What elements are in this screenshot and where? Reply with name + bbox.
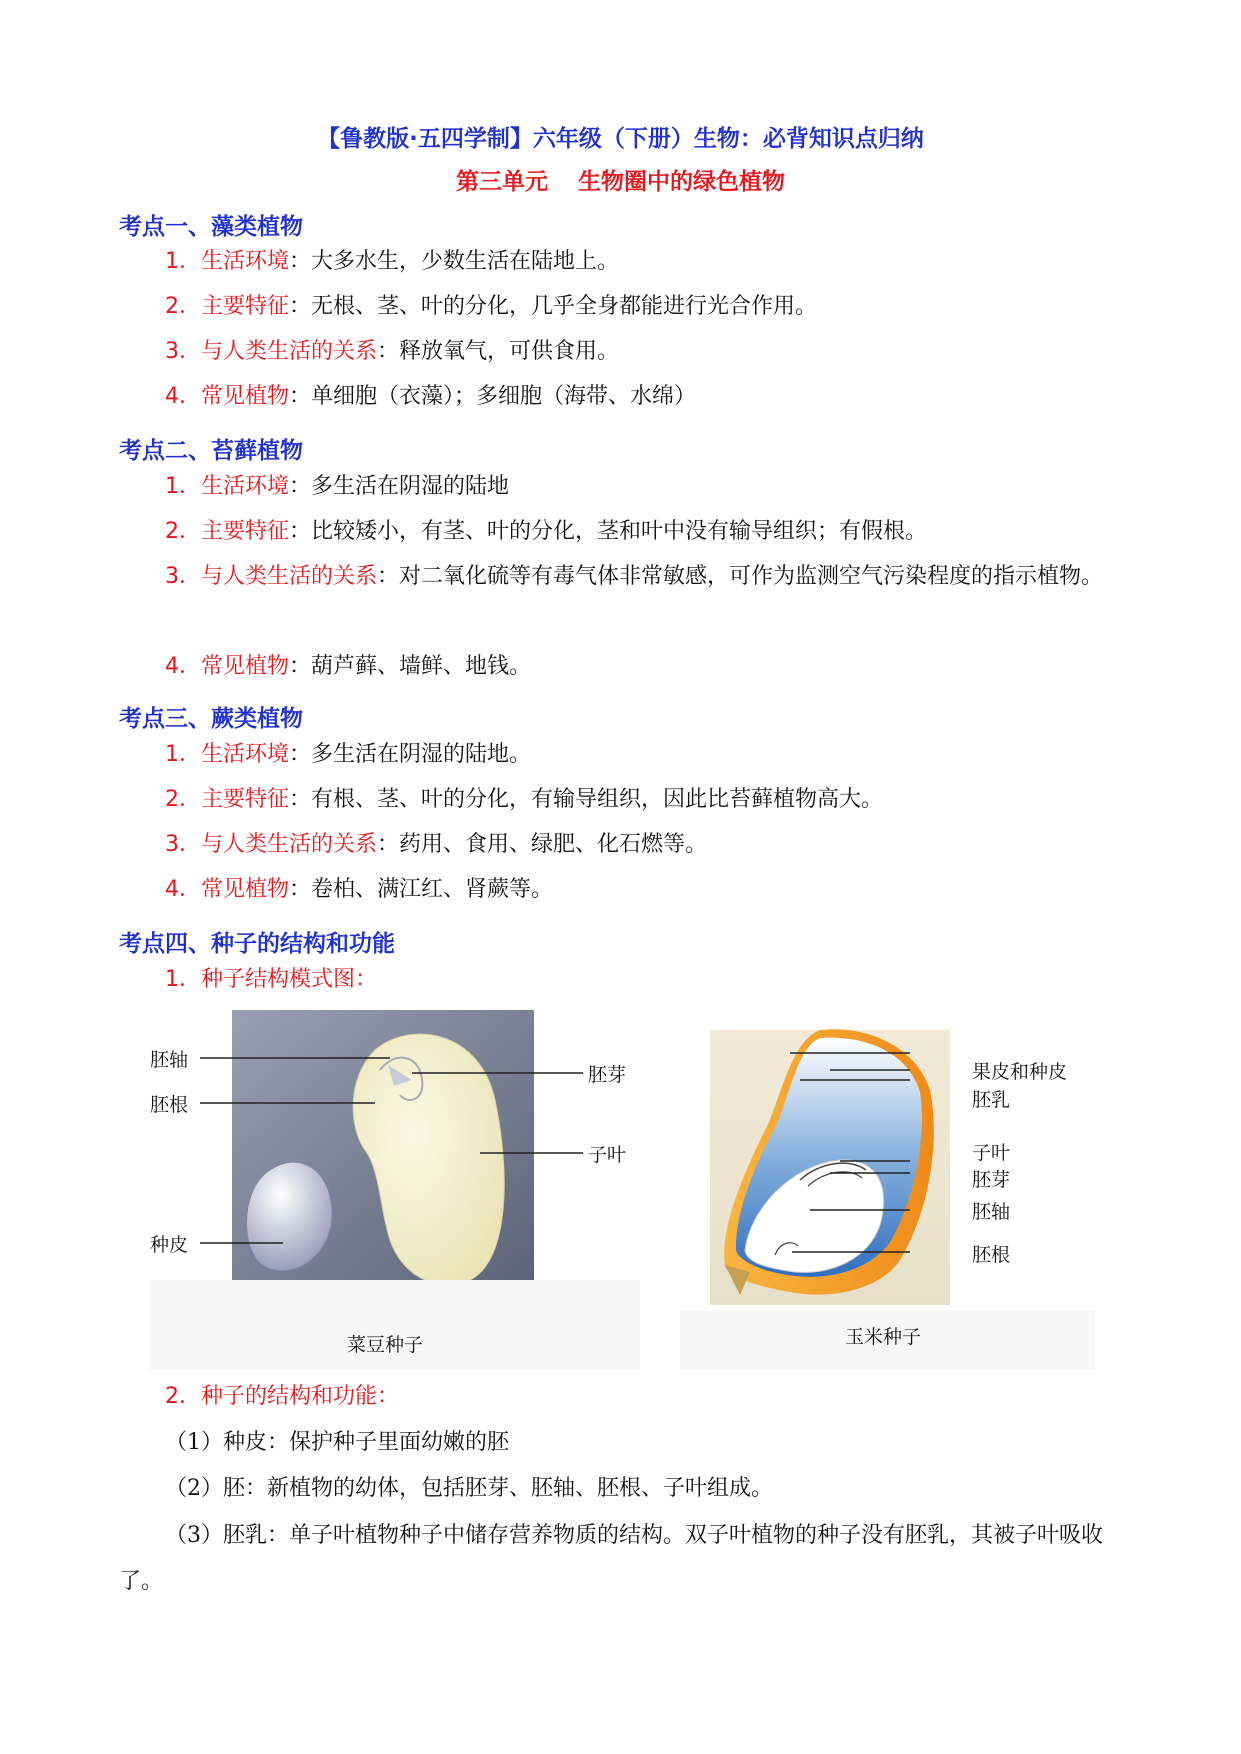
list-item: 4．常见植物：葫芦藓、墙鲜、地钱。 (165, 654, 532, 679)
list-item: 4．常见植物：单细胞（衣藻）；多细胞（海带、水绵） (165, 384, 697, 409)
label-endosperm: 胚乳 (972, 1089, 1011, 1111)
unit-name: 生物圈中的绿色植物 (578, 169, 785, 195)
label-cotyledon: 子叶 (588, 1144, 627, 1166)
list-item: 2．主要特征：有根、茎、叶的分化，有输导组织，因此比苔藓植物高大。 (165, 787, 884, 812)
list-item: 1．种子结构模式图： (165, 967, 378, 992)
document-title: 【鲁教版·五四学制】六年级（下册）生物：必背知识点归纳 (317, 126, 924, 152)
list-item: 3．与人类生活的关系：药用、食用、绿肥、化石燃等。 (165, 832, 708, 857)
section-heading-algae: 考点一、藻类植物 (119, 214, 303, 240)
point-endosperm: （3）胚乳：单子叶植物种子中储存营养物质的结构。双子叶植物的种子没有胚乳，其被子叶吸收了。 (119, 1523, 1104, 1594)
label-plumule: 胚芽 (588, 1064, 627, 1086)
unit-title (0, 163, 1241, 196)
label-corn-radicle: 胚根 (972, 1244, 1011, 1266)
list-item: 1．生活环境：大多水生，少数生活在陆地上。 (165, 249, 620, 274)
label-seed-coat: 种皮 (150, 1234, 189, 1256)
label-pericarp: 果皮和种皮 (972, 1061, 1068, 1083)
section-heading-fern: 考点三、蕨类植物 (119, 706, 303, 732)
list-item: 3．与人类生活的关系：对二氧化硫等有毒气体非常敏感，可作为监测空气污染程度的指示植物。 (165, 564, 1104, 589)
point-seed-coat: （1）种皮：保护种子里面幼嫩的胚 (165, 1430, 509, 1455)
bean-caption: 菜豆种子 (347, 1334, 424, 1356)
list-item: 2．主要特征：无根、茎、叶的分化，几乎全身都能进行光合作用。 (165, 294, 818, 319)
point-embryo: （2）胚：新植物的幼体，包括胚芽、胚轴、胚根、子叶组成。 (165, 1476, 773, 1501)
section-heading-seed: 考点四、种子的结构和功能 (119, 931, 395, 957)
list-item: 1．生活环境：多生活在阴湿的陆地。 (165, 742, 532, 767)
label-radicle: 胚根 (150, 1094, 189, 1116)
list-item: 2．种子的结构和功能： (165, 1384, 400, 1409)
corn-caption: 玉米种子 (845, 1326, 922, 1348)
label-corn-hypocotyl: 胚轴 (972, 1201, 1011, 1223)
corn-seed-figure (680, 1010, 1095, 1370)
list-item: 4．常见植物：卷柏、满江红、肾蕨等。 (165, 877, 554, 902)
label-corn-plumule: 胚芽 (972, 1169, 1011, 1191)
label-corn-cotyledon: 子叶 (972, 1142, 1011, 1164)
label-hypocotyl: 胚轴 (150, 1049, 189, 1071)
list-item: 3．与人类生活的关系：释放氧气，可供食用。 (165, 339, 620, 364)
list-item: 1．生活环境：多生活在阴湿的陆地 (165, 474, 510, 499)
section-heading-moss: 考点二、苔藓植物 (119, 438, 303, 464)
list-item: 2．主要特征：比较矮小，有茎、叶的分化，茎和叶中没有输导组织；有假根。 (165, 519, 928, 544)
bean-seed-figure (150, 1010, 640, 1370)
unit-number: 第三单元 (456, 169, 548, 195)
bean-seed-illustration (150, 1010, 640, 1370)
